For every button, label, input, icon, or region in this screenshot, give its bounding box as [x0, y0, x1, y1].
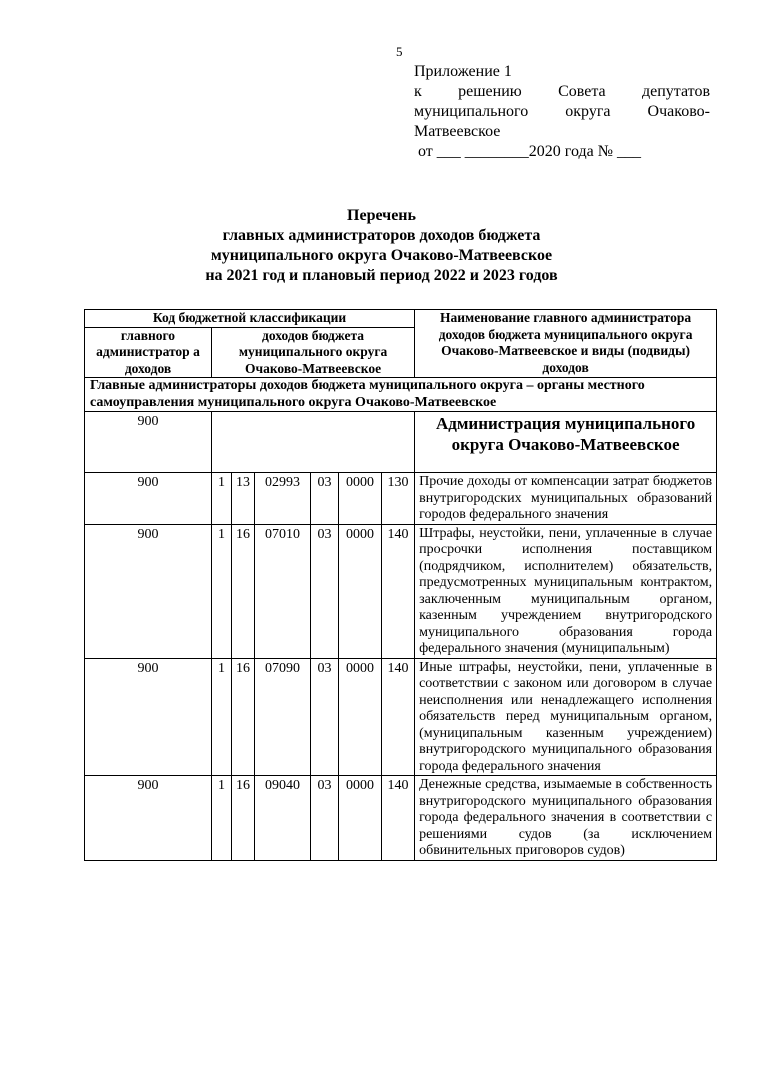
appendix-line-4: Матвеевское [414, 123, 501, 140]
header-budget-code: Код бюджетной классификации [85, 310, 415, 328]
row-code-element: 03 [311, 524, 339, 658]
table-row [85, 658, 717, 776]
header-main-admin: главного администратор а доходов [85, 327, 212, 378]
row-code-element: 03 [311, 473, 339, 525]
row-description: Иные штрафы, неустойки, пени, уплаченные в соответствии с законом или договором в случае неисполнения или ненадлежащего исполнения обязательств перед муниципальным органом, (муниципальным казенным учреждением) внутригородского муниципального образования города федерального значения [415, 658, 717, 776]
section-row [85, 378, 717, 412]
appendix-line-1: Приложение 1 [414, 63, 512, 80]
row-admin-code: 900 [85, 524, 212, 658]
admin-empty-cell [212, 412, 415, 473]
row-code-article: 02993 [255, 473, 311, 525]
row-code-subgroup: 13 [232, 473, 255, 525]
admin-name: Администрация муниципального округа Очаково-Матвеевское [415, 412, 717, 473]
page-number: 5 [396, 44, 403, 59]
row-admin-code: 900 [85, 658, 212, 776]
appendix-line-2: к решению Совета депутатов [414, 83, 710, 100]
table-header-row-1 [85, 310, 717, 328]
table-row [85, 473, 717, 525]
row-code-element: 03 [311, 658, 339, 776]
row-code-subtype: 0000 [339, 776, 382, 861]
row-code-kosgu: 130 [382, 473, 415, 525]
row-code-article: 07090 [255, 658, 311, 776]
title-line-3: муниципального округа Очаково-Матвеевское [210, 247, 553, 264]
row-description: Прочие доходы от компенсации затрат бюджетов внутригородских муниципальных образований городов федерального значения [415, 473, 717, 525]
row-code-kosgu: 140 [382, 524, 415, 658]
title-line-4: на 2021 год и плановый период 2022 и 2023 годов [205, 267, 558, 284]
row-code-subgroup: 16 [232, 658, 255, 776]
row-code-subtype: 0000 [339, 473, 382, 525]
appendix-date-line: от ___ ________2020 года № ___ [418, 143, 641, 160]
row-admin-code: 900 [85, 776, 212, 861]
row-code-kosgu: 140 [382, 776, 415, 861]
row-code-article: 07010 [255, 524, 311, 658]
row-code-subtype: 0000 [339, 524, 382, 658]
row-description: Штрафы, неустойки, пени, уплаченные в случае просрочки исполнения поставщиком (подрядчиком, исполнителем) обязательств, предусмотренных муниципальным контрактом, заключенным муниципальным органом, казенным учреждением внутригородского муниципального образования города федерального значения (муниципальным) [415, 524, 717, 658]
row-code-article: 09040 [255, 776, 311, 861]
document-title [0, 206, 763, 286]
row-code-group: 1 [212, 473, 232, 525]
row-admin-code: 900 [85, 473, 212, 525]
header-name: Наименование главного администратора доходов бюджета муниципального округа Очаково-Матвеевское и виды (подвиды) доходов [415, 310, 717, 378]
title-line-2: главных администраторов доходов бюджета [222, 227, 541, 244]
admin-row [85, 412, 717, 473]
appendix-line-3: муниципального округа Очаково- [414, 103, 710, 120]
title-line-1: Перечень [347, 207, 416, 224]
admin-code: 900 [85, 412, 212, 473]
table-row [85, 776, 717, 861]
row-code-subtype: 0000 [339, 658, 382, 776]
appendix-block [414, 62, 710, 162]
header-revenues: доходов бюджета муниципального округа Очаково-Матвеевское [212, 327, 415, 378]
table-row [85, 524, 717, 658]
revenue-administrators-table [84, 309, 717, 861]
row-code-element: 03 [311, 776, 339, 861]
section-title: Главные администраторы доходов бюджета муниципального округа – органы местного самоуправления муниципального округа Очаково-Матвеевское [85, 378, 717, 412]
row-code-group: 1 [212, 776, 232, 861]
row-code-group: 1 [212, 658, 232, 776]
row-description: Денежные средства, изымаемые в собственность внутригородского муниципального образования города федерального значения в соответствии с решениями судов (за исключением обвинительных приговоров судов) [415, 776, 717, 861]
row-code-kosgu: 140 [382, 658, 415, 776]
row-code-subgroup: 16 [232, 776, 255, 861]
row-code-group: 1 [212, 524, 232, 658]
row-code-subgroup: 16 [232, 524, 255, 658]
